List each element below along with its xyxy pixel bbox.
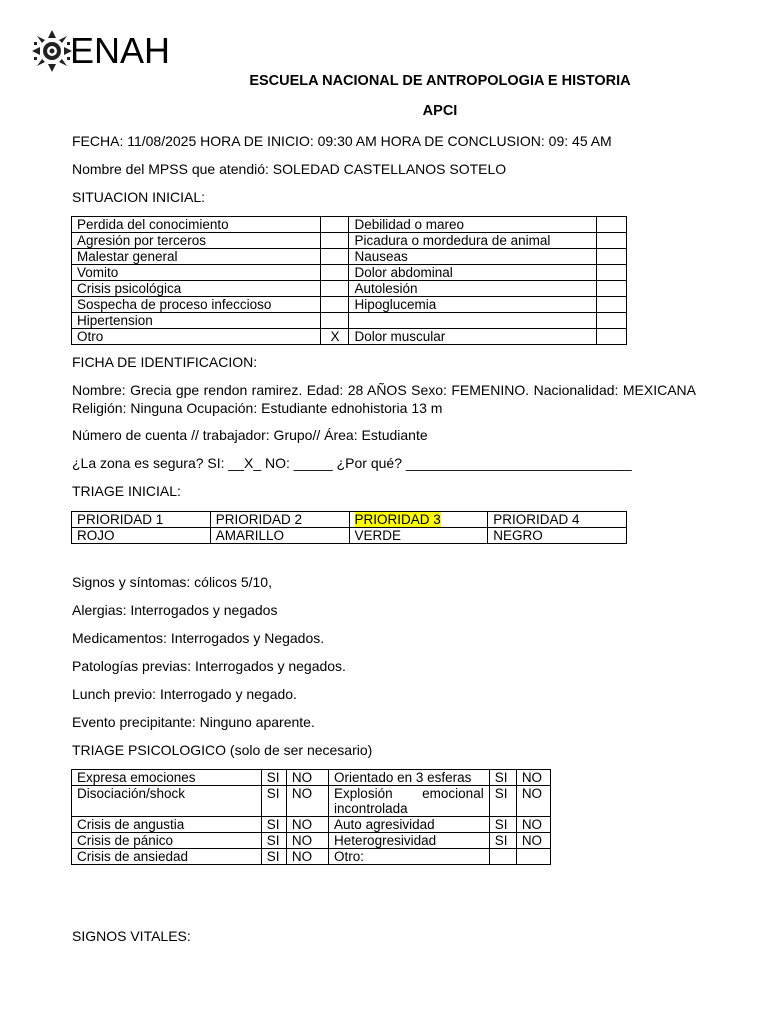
- situacion-row-cell: [349, 313, 596, 329]
- situacion-row-cell: [596, 233, 626, 249]
- triage-row-cell: PRIORIDAD 2: [210, 512, 349, 528]
- lunch-line: Lunch previo: Interrogado y negado.: [72, 686, 297, 702]
- situacion-row-cell: [596, 297, 626, 313]
- situacion-table: [71, 216, 627, 345]
- situacion-row-cell: [321, 281, 349, 297]
- situacion-row-cell: Picadura o mordedura de animal: [349, 233, 596, 249]
- psico-row-cell: SI: [489, 770, 516, 786]
- medicamentos-line: Medicamentos: Interrogados y Negados.: [72, 630, 325, 646]
- logo-text: ENAH: [70, 30, 171, 71]
- situacion-row-cell: Hipertension: [72, 313, 321, 329]
- situacion-label: SITUACION INICIAL:: [72, 189, 206, 205]
- situacion-row-cell: Vomito: [72, 265, 321, 281]
- situacion-row-cell: Nauseas: [349, 249, 596, 265]
- situacion-row-cell: Crisis psicológica: [72, 281, 321, 297]
- psico-row: [72, 849, 551, 865]
- situacion-row-cell: Perdida del conocimiento: [72, 217, 321, 233]
- situacion-row-cell: [321, 265, 349, 281]
- situacion-row: [72, 281, 627, 297]
- triage-row-cell: [349, 512, 488, 528]
- psico-row-cell: Explosión emocional incontrolada: [329, 786, 490, 817]
- psico-row-cell: NO: [516, 817, 550, 833]
- situacion-row-cell: Agresión por terceros: [72, 233, 321, 249]
- situacion-row-cell: [596, 249, 626, 265]
- situacion-row-cell: Hipoglucemia: [349, 297, 596, 313]
- psico-row-cell: SI: [261, 833, 286, 849]
- psico-row: [72, 786, 551, 817]
- situacion-row-cell: Dolor muscular: [349, 329, 596, 345]
- situacion-row-cell: [321, 249, 349, 265]
- triage-table: [71, 511, 627, 544]
- situacion-row-cell: [596, 265, 626, 281]
- situacion-row: [72, 265, 627, 281]
- alergias-line: Alergias: Interrogados y negados: [72, 602, 278, 618]
- psico-row-cell: NO: [286, 786, 328, 817]
- situacion-row: [72, 233, 627, 249]
- psico-row-cell: Crisis de pánico: [72, 833, 262, 849]
- psico-row-cell: SI: [261, 770, 286, 786]
- psico-row-cell: SI: [489, 786, 516, 817]
- psico-row-cell: SI: [261, 786, 286, 817]
- psico-row-cell: Expresa emociones: [72, 770, 262, 786]
- situacion-row-cell: Dolor abdominal: [349, 265, 596, 281]
- psico-row-cell: NO: [286, 849, 328, 865]
- psico-row-cell: NO: [516, 833, 550, 849]
- psico-row-cell: NO: [516, 786, 550, 817]
- signos-line: Signos y síntomas: cólicos 5/10,: [72, 574, 272, 590]
- cuenta-line: Número de cuenta // trabajador: Grupo// Área: Estudiante: [72, 427, 428, 443]
- psico-row-cell: [489, 849, 516, 865]
- document-subtitle: APCI: [422, 103, 458, 119]
- mpss-line: Nombre del MPSS que atendió: SOLEDAD CASTELLANOS SOTELO: [72, 161, 507, 177]
- psico-row-cell: NO: [286, 817, 328, 833]
- psico-row-cell: SI: [261, 817, 286, 833]
- psico-row-cell: Auto agresividad: [329, 817, 490, 833]
- institution-title: ESCUELA NACIONAL DE ANTROPOLOGIA E HISTORIA: [249, 73, 631, 89]
- zona-line: ¿La zona es segura? SI: __X_ NO: _____ ¿Por qué? _____________________________: [72, 455, 632, 471]
- situacion-row-cell: [321, 233, 349, 249]
- patologias-line: Patologías previas: Interrogados y negados.: [72, 658, 346, 674]
- psico-label: TRIAGE PSICOLOGICO (solo de ser necesario): [72, 742, 373, 758]
- psico-row-cell: SI: [489, 817, 516, 833]
- psico-row: [72, 833, 551, 849]
- psico-row-cell: NO: [516, 770, 550, 786]
- triage-row: [72, 512, 627, 528]
- psico-table: [71, 769, 551, 865]
- psico-row-cell: SI: [489, 833, 516, 849]
- situacion-row-cell: Sospecha de proceso infeccioso: [72, 297, 321, 313]
- triage-row-cell: NEGRO: [488, 528, 627, 544]
- triage-row-cell: AMARILLO: [210, 528, 349, 544]
- situacion-row-cell: [321, 313, 349, 329]
- psico-row-cell: NO: [286, 833, 328, 849]
- triage-row-cell: PRIORIDAD 1: [72, 512, 211, 528]
- situacion-row-cell: [321, 297, 349, 313]
- psico-row-cell: Heterogresividad: [329, 833, 490, 849]
- situacion-row: [72, 329, 627, 345]
- psico-row-cell: Crisis de angustia: [72, 817, 262, 833]
- situacion-row-cell: Malestar general: [72, 249, 321, 265]
- situacion-row-cell: Autolesión: [349, 281, 596, 297]
- enah-emblem-icon: [30, 28, 74, 74]
- situacion-row-cell: X: [321, 329, 349, 345]
- psico-row-cell: NO: [286, 770, 328, 786]
- situacion-row-cell: [596, 217, 626, 233]
- triage-row-cell: PRIORIDAD 4: [488, 512, 627, 528]
- situacion-row: [72, 249, 627, 265]
- situacion-row: [72, 297, 627, 313]
- situacion-row: [72, 313, 627, 329]
- triage-row-cell: VERDE: [349, 528, 488, 544]
- psico-row: [72, 817, 551, 833]
- situacion-row-cell: Otro: [72, 329, 321, 345]
- psico-row: [72, 770, 551, 786]
- triage-row: [72, 528, 627, 544]
- triage-row-cell: ROJO: [72, 528, 211, 544]
- evento-line: Evento precipitante: Ninguno aparente.: [72, 714, 315, 730]
- vitales-label: SIGNOS VITALES:: [72, 928, 191, 944]
- nombre-paragraph: Nombre: Grecia gpe rendon ramirez. Edad: 28 AÑOS Sexo: FEMENINO. Nacionalidad: MEXICANA Religión: Ninguna Ocupación: Estudiante ednohistoria 13 m: [72, 382, 696, 416]
- highlighted-priority: PRIORIDAD 3: [354, 512, 441, 527]
- situacion-row: [72, 217, 627, 233]
- situacion-row-cell: [321, 217, 349, 233]
- psico-row-cell: [516, 849, 550, 865]
- psico-row-cell: Crisis de ansiedad: [72, 849, 262, 865]
- situacion-row-cell: Debilidad o mareo: [349, 217, 596, 233]
- ficha-label: FICHA DE IDENTIFICACION:: [72, 354, 258, 370]
- psico-row-cell: Orientado en 3 esferas: [329, 770, 490, 786]
- psico-row-cell: Otro:: [329, 849, 490, 865]
- situacion-row-cell: [596, 313, 626, 329]
- triage-label: TRIAGE INICIAL:: [72, 483, 181, 499]
- fecha-line: FECHA: 11/08/2025 HORA DE INICIO: 09:30 AM HORA DE CONCLUSION: 09: 45 AM: [72, 133, 612, 149]
- situacion-row-cell: [596, 281, 626, 297]
- situacion-row-cell: [596, 329, 626, 345]
- psico-row-cell: SI: [261, 849, 286, 865]
- psico-row-cell: Disociación/shock: [72, 786, 262, 817]
